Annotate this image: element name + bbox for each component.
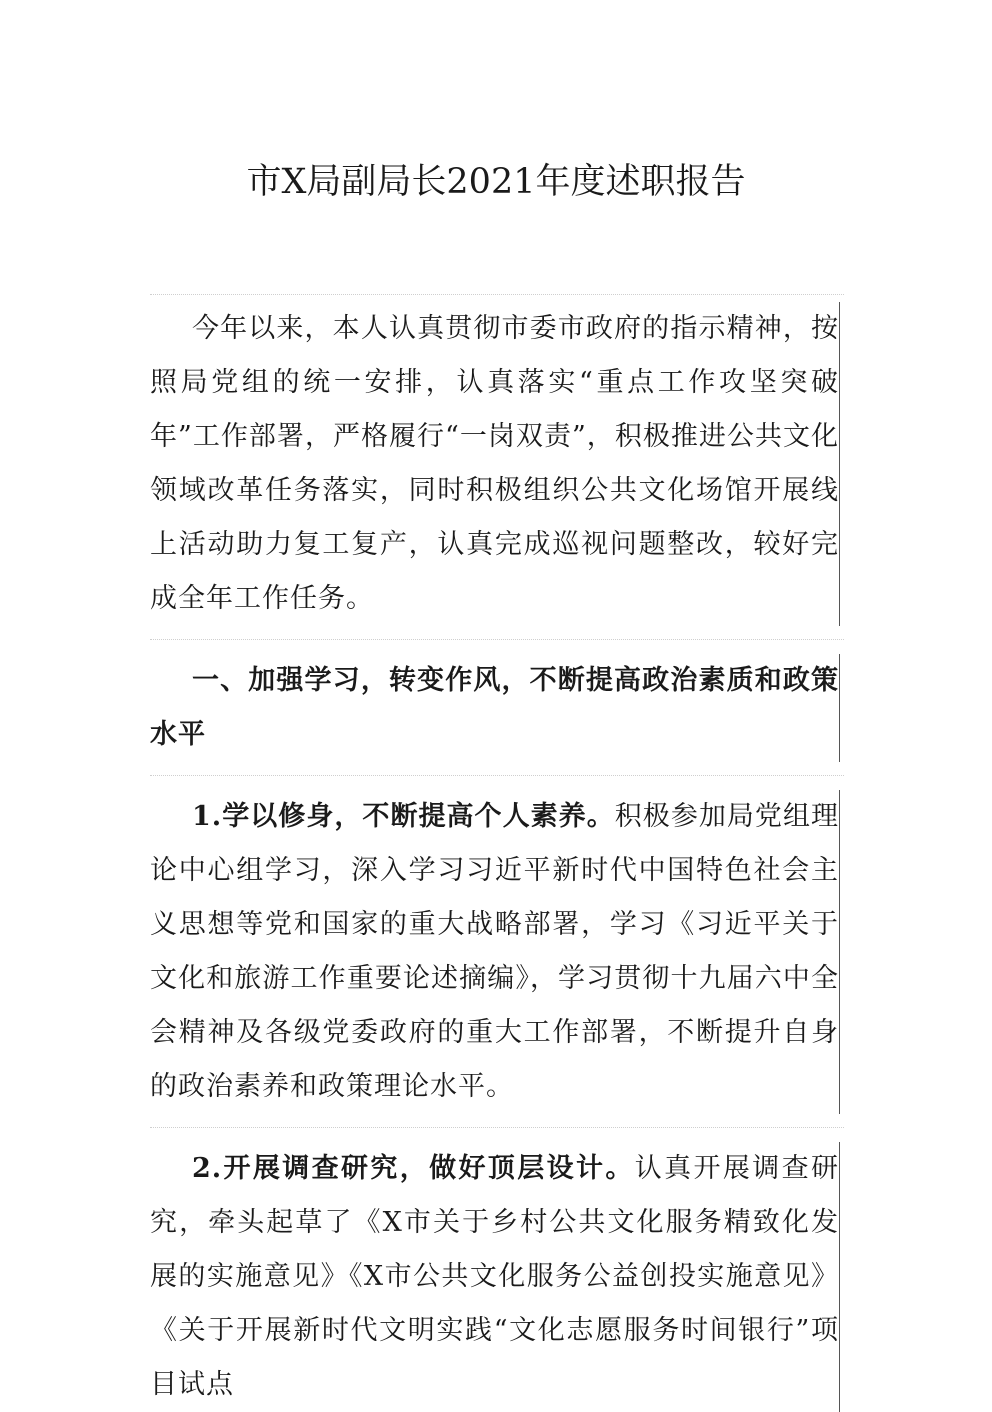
document-body [150,302,840,1412]
paragraph-divider [150,1114,840,1142]
section-heading: 一、加强学习，转变作风，不断提高政治素质和政策水平 [150,654,840,762]
top-divider [150,294,844,295]
paragraph-divider [150,762,840,790]
item-paragraph-1 [150,790,840,1114]
intro-paragraph: 今年以来，本人认真贯彻市委市政府的指示精神，按照局党组的统一安排，认真落实“重点工作攻坚突破年”工作部署，严格履行“一岗双责”，积极推进公共文化领域改革任务落实，同时积极组织公共文化场馆开展线上活动助力复工复产，认真完成巡视问题整改，较好完成全年工作任务。 [150,302,840,626]
item-lead-1: 1.学以修身，不断提高个人素养。 [192,801,615,832]
paragraph-divider [150,626,840,654]
item-text-2: 认真开展调查研究，牵头起草了《X市关于乡村公共文化服务精致化发展的实施意见》《X市公共文化服务公益创投实施意见》《关于开展新时代文明实践“文化志愿服务时间银行”项目试点 [150,1153,840,1400]
document-title: 市X局副局长2021年度述职报告 [246,162,746,202]
item-paragraph-2 [150,1142,840,1412]
item-lead-2: 2.开展调查研究，做好顶层设计。 [192,1153,635,1184]
item-text-1: 积极参加局党组理论中心组学习，深入学习习近平新时代中国特色社会主义思想等党和国家的重大战略部署，学习《习近平关于文化和旅游工作重要论述摘编》，学习贯彻十九届六中全会精神及各级党委政府的重大工作部署，不断提升自身的政治素养和政策理论水平。 [150,801,840,1102]
